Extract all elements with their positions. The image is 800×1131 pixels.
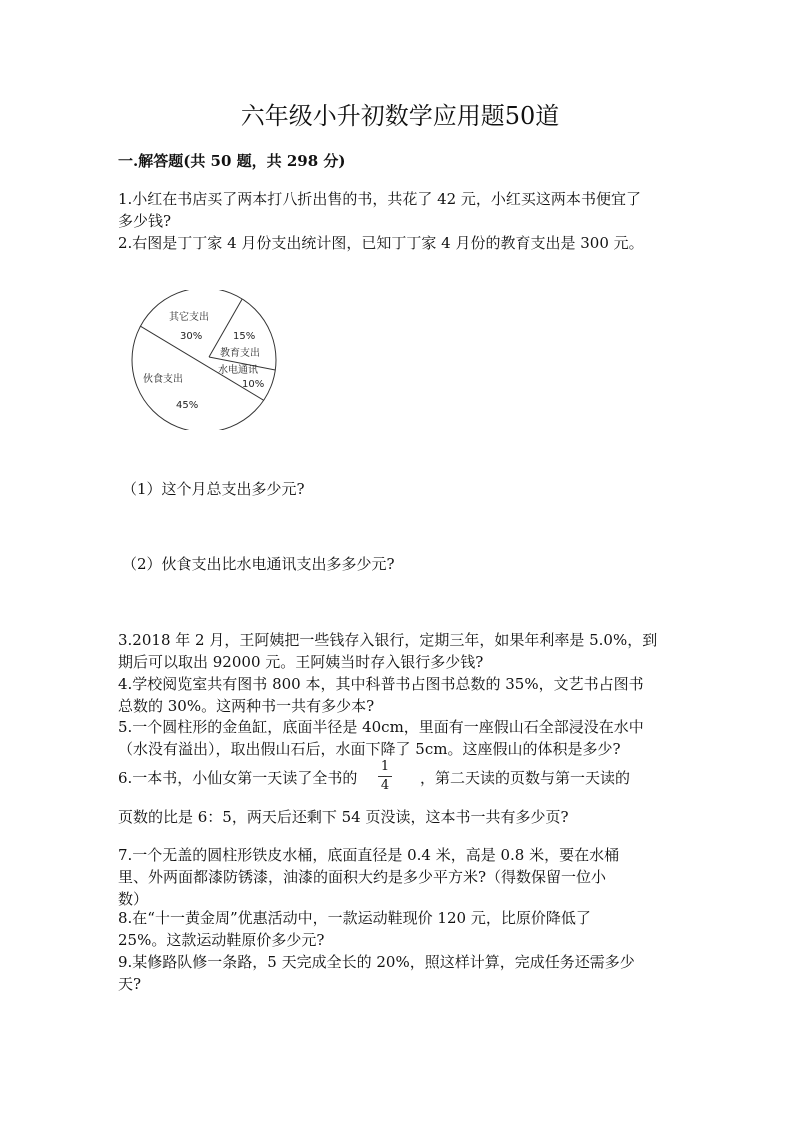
question-7-line-1: 7.一个无盖的圆柱形铁皮水桶，底面直径是 0.4 米，高是 0.8 米，要在水桶 [118, 846, 620, 864]
question-6-text-1: 6.一本书，小仙女第一天读了全书的 [118, 769, 358, 787]
question-3 [118, 629, 688, 673]
question-4 [118, 673, 688, 717]
question-2 [118, 232, 688, 254]
fraction-one-quarter [378, 759, 392, 794]
question-8-line-2: 25%。这款运动鞋原价多少元? [118, 931, 325, 949]
question-6-line-2-block [118, 806, 688, 828]
question-1-line-1: 1.小红在书店买了两本打八折出售的书，共花了 42 元，小红买这两本书便宜了 [118, 190, 641, 208]
question-6-text-2: ，第二天读的页数与第一天读的 [420, 769, 631, 787]
slice-value-utilities: 10% [242, 379, 265, 390]
pie-outline [132, 290, 276, 430]
question-9-line-2: 天? [118, 975, 142, 993]
question-8-line-1: 8.在“十一黄金周”优惠活动中，一款运动鞋现价 120 元，比原价降低了 [118, 909, 591, 927]
question-4-line-2: 总数的 30%。这两种书一共有多少本? [118, 697, 375, 715]
question-6-line-2: 页数的比是 6：5，两天后还剩下 54 页没读，这本书一共有多少页? [118, 808, 569, 826]
slice-value-education: 15% [233, 331, 256, 342]
page-title: 六年级小升初数学应用题50道 [240, 102, 560, 130]
question-7-line-3: 数） [118, 890, 149, 908]
fraction-bar [378, 776, 392, 777]
question-5-line-1: 5.一个圆柱形的金鱼缸，底面半径是 40cm，里面有一座假山石全部浸没在水中 [118, 718, 644, 736]
question-9-line-1: 9.某修路队修一条路，5 天完成全长的 20%，照这样计算，完成任务还需多少 [118, 953, 635, 971]
expense-pie-chart [125, 290, 285, 430]
slice-value-other: 30% [180, 331, 203, 342]
question-7 [118, 844, 688, 910]
question-1-line-2: 多少钱? [118, 212, 172, 230]
question-5 [118, 716, 688, 760]
question-4-line-1: 4.学校阅览室共有图书 800 本，其中科普书占图书总数的 35%，文艺书占图书 [118, 675, 644, 693]
question-2-line-1: 2.右图是丁丁家 4 月份支出统计图，已知丁丁家 4 月份的教育支出是 300 元。 [118, 234, 644, 252]
fraction-denominator: 4 [380, 778, 390, 793]
section-heading: 一.解答题(共 50 题，共 298 分) [118, 152, 346, 170]
question-3-line-2: 期后可以取出 92000 元。王阿姨当时存入银行多少钱? [118, 653, 484, 671]
question-2-sub-1: （1）这个月总支出多少元? [122, 480, 305, 498]
slice-label-other: 其它支出 [169, 312, 209, 323]
question-1 [118, 188, 688, 232]
question-9 [118, 951, 688, 995]
question-6-part-2 [420, 767, 700, 789]
slice-label-education: 教育支出 [220, 348, 260, 359]
question-2-sub-2: （2）伙食支出比水电通讯支出多多少元? [122, 555, 395, 573]
slice-value-food: 45% [176, 400, 199, 411]
question-8 [118, 907, 688, 951]
question-5-line-2: （水没有溢出），取出假山石后，水面下降了 5cm。这座假山的体积是多少? [118, 740, 621, 758]
slice-label-utilities: 水电通讯 [218, 365, 258, 376]
fraction-numerator: 1 [380, 759, 390, 774]
slice-label-food: 伙食支出 [143, 374, 183, 385]
question-7-line-2: 里、外两面都漆防锈漆，油漆的面积大约是多少平方米?（得数保留一位小 [118, 868, 607, 886]
question-3-line-1: 3.2018 年 2 月，王阿姨把一些钱存入银行，定期三年，如果年利率是 5.0%，到 [118, 631, 658, 649]
